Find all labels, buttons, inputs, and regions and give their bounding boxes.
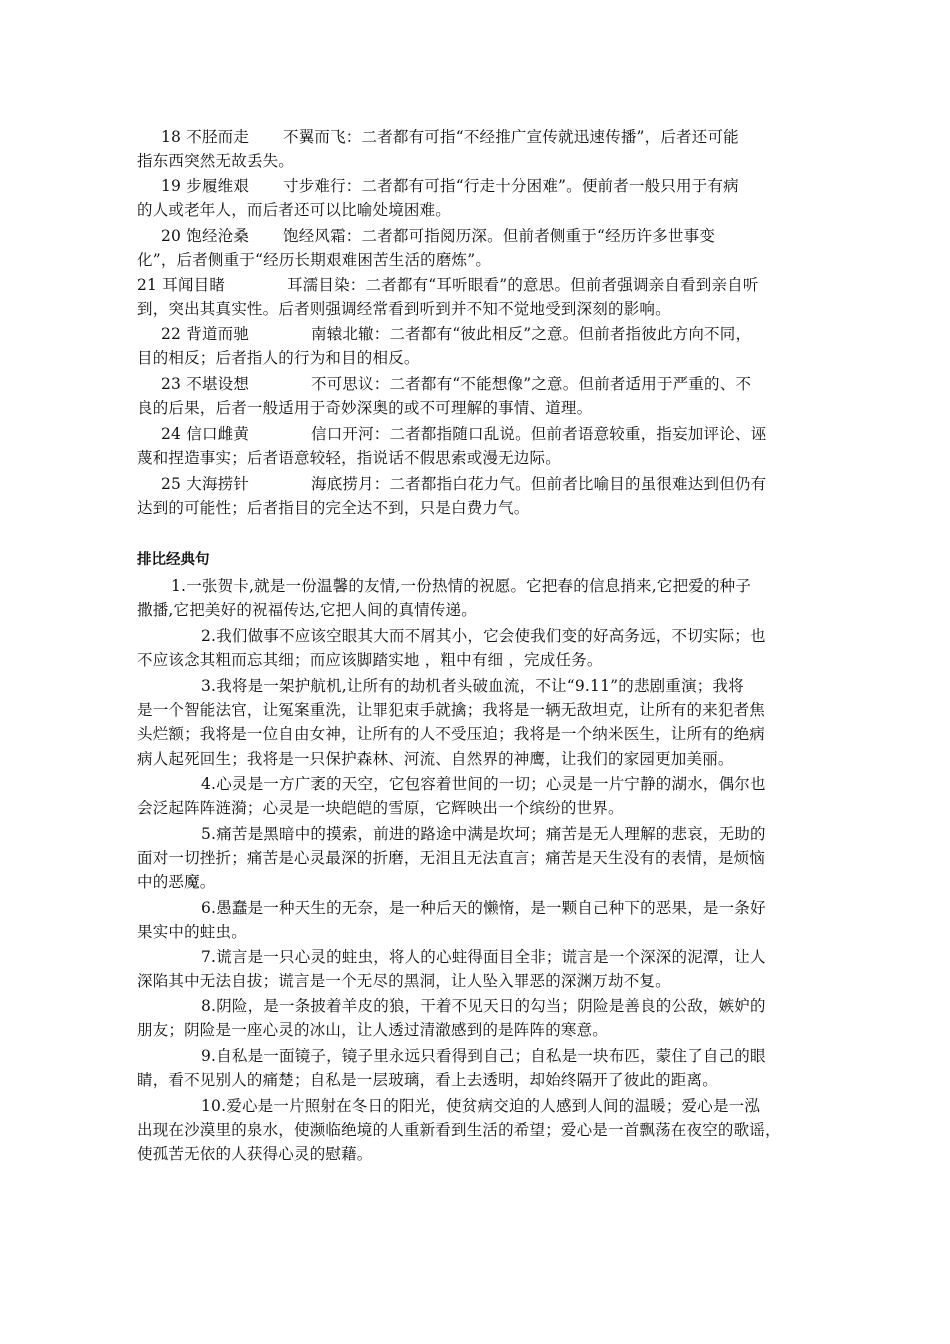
idiom-entry — [137, 174, 817, 222]
sentence-line: 8.阴险，是一条披着羊皮的狼，干着不见天日的勾当；阴险是善良的公敌，嫉妒的 — [201, 997, 766, 1015]
idiom-number: 20 — [161, 227, 182, 245]
sentence-line: 5.痛苦是黑暗中的摸索，前进的路途中满是坎坷；痛苦是无人理解的悲哀，无助的 — [201, 825, 766, 843]
idiom-entry — [137, 422, 817, 470]
sentence-line: 头烂额；我将是一位自由女神，让所有的人不受压迫；我将是一个纳米医生，让所有的绝病 — [137, 725, 766, 744]
idiom-line — [137, 224, 817, 248]
sentence-line: 6.愚蠢是一种天生的无奈，是一种后天的懒惰，是一颗自己种下的恶果，是一条好 — [201, 899, 766, 917]
sentence-line: 是一个智能法官，让冤案重洗，让罪犯束手就擒；我将是一辆无敌坦克，让所有的来犯者焦 — [137, 701, 766, 720]
sentence-line: 3.我将是一架护航机,让所有的劫机者头破血流，不让“9.11”的悲剧重演；我将 — [201, 677, 744, 695]
idiom-term: 信口雌黄 — [186, 425, 250, 443]
sentence-line: 中的恶魔。 — [137, 873, 216, 892]
idiom-explanation: 饱经风霜：二者都可指阅历深。但前者侧重于“经历许多世事变 — [283, 227, 716, 245]
idiom-term: 背道而驰 — [186, 325, 250, 343]
idiom-number: 24 — [161, 425, 182, 443]
idiom-continuation: 的人或老年人，而后者还可以比喻处境困难。 — [137, 201, 452, 220]
sentence-entry — [137, 945, 817, 993]
idiom-continuation: 到，突出其真实性。后者则强调经常看到听到并不知不觉地受到深刻的影响。 — [137, 300, 671, 319]
sentence-line: 深陷其中无法自拔；谎言是一个无尽的黑洞，让人坠入罪恶的深渊万劫不复。 — [137, 972, 671, 991]
section-title: 排比经典句 — [137, 552, 210, 568]
sentence-line: 撒播,它把美好的祝福传达,它把人间的真情传递。 — [137, 601, 477, 620]
sentence-line: 10.爱心是一片照射在冬日的阳光，使贫病交迫的人感到人间的温暖；爱心是一泓 — [201, 1097, 761, 1115]
sentence-line: 9.自私是一面镜子，镜子里永远只看得到自己；自私是一块布匹，蒙住了自己的眼 — [201, 1047, 766, 1065]
idiom-explanation: 信口开河：二者都指随口乱说。但前者语意较重，指妄加评论、诬 — [311, 425, 767, 443]
sentence-line: 会泛起阵阵涟漪；心灵是一块皑皑的雪原，它辉映出一个缤纷的世界。 — [137, 799, 624, 818]
idiom-continuation: 达到的可能性；后者指目的完全达不到，只是白费力气。 — [137, 499, 530, 518]
idiom-continuation: 化”，后者侧重于“经历长期艰难困苦生活的磨炼”。 — [137, 251, 492, 270]
sentence-entry — [137, 624, 817, 672]
idiom-explanation: 寸步难行：二者都有可指“行走十分困难”。便前者一般只用于有病 — [283, 177, 739, 195]
sentence-entry — [137, 822, 817, 895]
idiom-term: 不胫而走 — [186, 128, 250, 146]
sentence-line: 果实中的蛀虫。 — [137, 923, 247, 942]
sentence-line: 出现在沙漠里的泉水，使濒临绝境的人重新看到生活的希望；爱心是一首飘荡在夜空的歌谣， — [137, 1121, 781, 1140]
idiom-explanation: 不可思议：二者都有“不能想像”之意。但前者适用于严重的、不 — [311, 375, 752, 393]
sentence-line: 2.我们做事不应该空眼其大而不屑其小，它会使我们变的好高务远，不切实际；也 — [201, 627, 766, 645]
idiom-continuation: 指东西突然无故丢失。 — [137, 152, 295, 171]
sentence-line: 7.谎言是一只心灵的蛀虫，将人的心蛀得面目全非；谎言是一个深深的泥潭，让人 — [201, 948, 766, 966]
idiom-entry — [137, 372, 817, 420]
idiom-line — [137, 422, 817, 446]
idiom-entry — [137, 125, 817, 173]
idiom-term: 耳闻目睹 — [162, 276, 226, 294]
sentence-line: 面对一切挫折；痛苦是心灵最深的折磨，无泪且无法直言；痛苦是天生没有的表情，是烦恼 — [137, 849, 766, 868]
idiom-continuation: 良的后果，后者一般适用于奇妙深奥的或不可理解的事情、道理。 — [137, 399, 593, 418]
sentence-line: 使孤苦无依的人获得心灵的慰藉。 — [137, 1145, 373, 1164]
sentence-entry — [137, 1044, 817, 1092]
idiom-number: 19 — [161, 177, 182, 195]
sentence-entry — [137, 1094, 817, 1167]
sentence-line: 病人起死回生；我将是一只保护森林、河流、自然界的神鹰，让我们的家园更加美丽。 — [137, 749, 734, 768]
sentence-entry — [137, 896, 817, 944]
idiom-number: 21 — [137, 276, 158, 294]
idiom-explanation: 耳濡目染：二者都有“耳听眼看”的意思。但前者强调亲自看到亲自听 — [287, 276, 759, 294]
idiom-continuation: 蔑和捏造事实；后者语意较轻，指说话不假思索或漫无边际。 — [137, 449, 561, 468]
idiom-line — [137, 472, 817, 496]
idiom-explanation: 海底捞月：二者都指白花力气。但前者比喻目的虽很难达到但仍有 — [311, 475, 767, 493]
idiom-number: 22 — [161, 325, 182, 343]
sentence-line: 4.心灵是一方广袤的天空，它包容着世间的一切；心灵是一片宁静的湖水，偶尔也 — [201, 775, 766, 793]
sentence-line: 1.一张贺卡,就是一份温馨的友情,一份热情的祝愿。它把春的信息捎来,它把爱的种子 — [171, 577, 752, 595]
sentence-line: 朋友；阴险是一座心灵的冰山，让人透过清澈感到的是阵阵的寒意。 — [137, 1021, 609, 1040]
idiom-entry — [137, 472, 817, 520]
idiom-line — [137, 322, 817, 346]
idiom-term: 不堪设想 — [186, 375, 250, 393]
idiom-entry — [137, 224, 817, 272]
idiom-continuation: 目的相反；后者指人的行为和目的相反。 — [137, 349, 420, 368]
idiom-term: 饱经沧桑 — [186, 227, 250, 245]
idiom-number: 23 — [161, 375, 182, 393]
sentence-entry — [137, 772, 817, 820]
idiom-explanation: 南辕北辙：二者都有“彼此相反”之意。但前者指彼此方向不同， — [311, 325, 752, 343]
sentence-entry — [137, 674, 817, 771]
idiom-line — [137, 174, 817, 198]
idiom-number: 25 — [161, 475, 182, 493]
sentence-line: 睛，看不见别人的痛楚；自私是一层玻璃，看上去透明，却始终隔开了彼此的距离。 — [137, 1071, 718, 1090]
idiom-term: 大海捞针 — [186, 475, 250, 493]
idiom-line — [137, 372, 817, 396]
idiom-term: 步履维艰 — [186, 177, 250, 195]
idiom-entry — [137, 322, 817, 370]
sentence-line: 不应该念其粗而忘其细；而应该脚踏实地 ，粗中有细 ，完成任务。 — [137, 651, 603, 670]
sentence-entry — [137, 574, 817, 622]
idiom-number: 18 — [161, 128, 182, 146]
sentence-entry — [137, 994, 817, 1042]
idiom-line — [137, 273, 817, 297]
idiom-entry — [137, 273, 817, 321]
idiom-line — [137, 125, 817, 149]
idiom-explanation: 不翼而飞：二者都有可指“不经推广宣传就迅速传播”，后者还可能 — [283, 128, 739, 146]
